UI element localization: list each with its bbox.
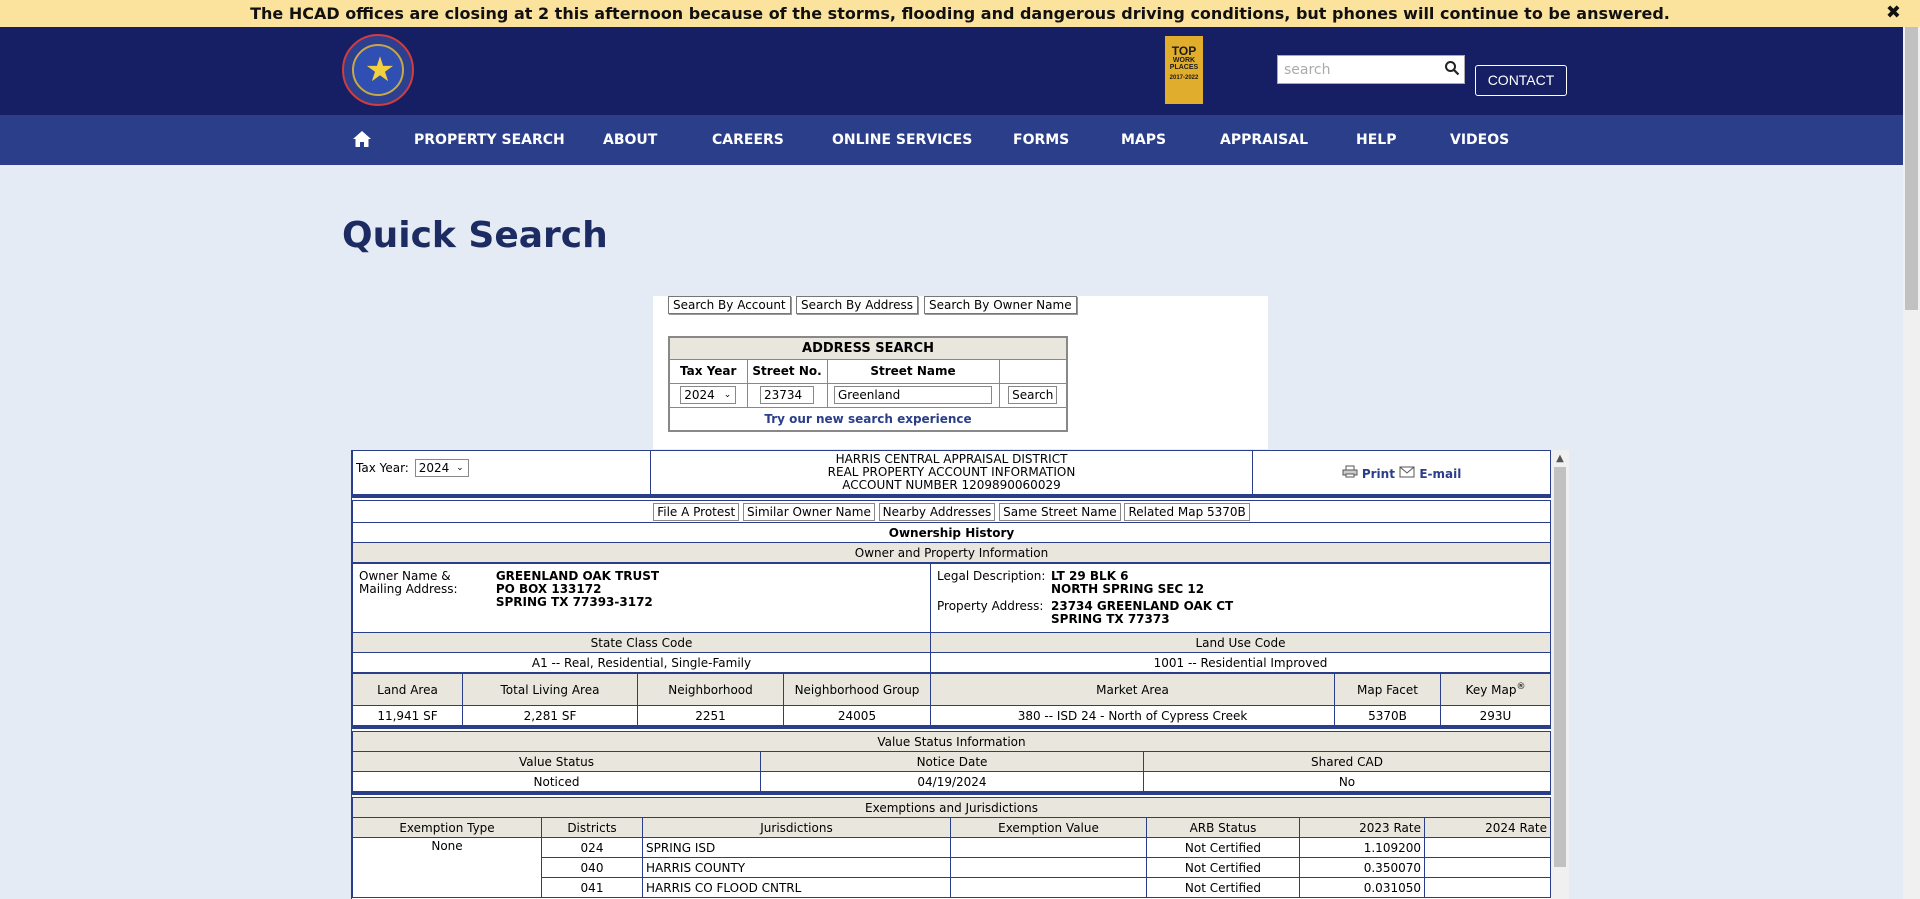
- nav-appraisal[interactable]: APPRAISAL: [1220, 132, 1309, 148]
- search-icon[interactable]: [1444, 60, 1460, 76]
- owner-po-box: PO BOX 133172: [495, 582, 602, 596]
- alert-banner: [0, 0, 1920, 27]
- alert-text: The HCAD offices are closing at 2 this afternoon because of the storms, flooding and dangerous driving conditions, but phones will continue to be answered.: [250, 4, 1670, 23]
- col-neighborhood[interactable]: Neighborhood: [638, 674, 784, 706]
- new-search-link[interactable]: Try our new search experience: [764, 411, 972, 426]
- col-notice-date: Notice Date: [761, 752, 1144, 772]
- district-code: 041: [542, 878, 643, 898]
- actions-cell: [353, 501, 1551, 523]
- jurisdiction-link[interactable]: SPRING ISD: [643, 838, 951, 858]
- report-title-cell: [651, 451, 1253, 495]
- legal-cell: [931, 564, 1551, 633]
- key-map-value: 293U: [1441, 706, 1551, 726]
- area-table: [352, 673, 1551, 726]
- nav-help[interactable]: HELP: [1356, 132, 1397, 148]
- report-scroll-thumb[interactable]: [1554, 467, 1566, 867]
- map-facet-link[interactable]: 5370B: [1335, 706, 1441, 726]
- owner-name: GREENLAND OAK TRUST: [495, 569, 660, 583]
- state-class-header[interactable]: State Class Code: [353, 633, 931, 653]
- col-jurisdictions[interactable]: Jurisdictions: [643, 818, 951, 838]
- legal-label: Legal Description:: [937, 569, 1046, 583]
- file-protest-button[interactable]: File A Protest: [653, 503, 739, 521]
- street-no-input[interactable]: 23734: [760, 386, 814, 404]
- jurisdiction-link[interactable]: HARRIS CO FLOOD CNTRL: [643, 878, 951, 898]
- main-nav: [0, 115, 1903, 165]
- account-report-frame: [351, 450, 1551, 899]
- property-address-line-2: SPRING TX 77373: [1051, 612, 1170, 626]
- col-land-area: Land Area: [353, 674, 463, 706]
- district-code: 024: [542, 838, 643, 858]
- search-by-address-button[interactable]: Search By Address: [796, 296, 918, 314]
- nav-about[interactable]: ABOUT: [603, 132, 658, 148]
- scroll-up-icon[interactable]: ▲: [1556, 453, 1564, 464]
- tax-year-cell: [669, 383, 747, 407]
- chevron-down-icon: ⌄: [456, 463, 464, 473]
- exemptions-section-header: Exemptions and Jurisdictions: [353, 798, 1551, 818]
- col-arb-status[interactable]: ARB Status: [1147, 818, 1300, 838]
- badge-line-2: WORK PLACES: [1169, 57, 1199, 71]
- legal-description: [1051, 570, 1204, 596]
- col-key-map[interactable]: [1441, 674, 1551, 706]
- market-area-value: 380 -- ISD 24 - North of Cypress Creek: [931, 706, 1335, 726]
- neighborhood-group-value: 24005: [784, 706, 931, 726]
- exemption-value: [951, 878, 1147, 898]
- print-label: Print: [1361, 466, 1395, 481]
- arb-status-link[interactable]: Not Certified: [1147, 858, 1300, 878]
- email-link[interactable]: [1399, 467, 1461, 481]
- try-link-cell: [669, 407, 1067, 431]
- page-scrollbar[interactable]: [1903, 27, 1920, 899]
- value-status-section-header: Value Status Information: [353, 732, 1551, 752]
- property-address-label: Property Address:: [937, 599, 1044, 613]
- registered-mark: ®: [1516, 682, 1526, 692]
- account-number: ACCOUNT NUMBER 1209890060029: [842, 478, 1061, 492]
- search-cell: [999, 383, 1067, 407]
- logo-seal: [352, 44, 404, 96]
- state-class-value: A1 -- Real, Residential, Single-Family: [353, 653, 931, 673]
- envelope-icon: [1399, 465, 1415, 478]
- street-no-cell: [747, 383, 827, 407]
- owner-label-line-2: Mailing Address:: [359, 582, 458, 596]
- owner-cell: [353, 564, 931, 633]
- nav-property-search[interactable]: PROPERTY SEARCH: [414, 132, 565, 148]
- report-header-table: [352, 450, 1551, 495]
- exemptions-table: [352, 797, 1551, 898]
- jurisdiction-link[interactable]: HARRIS COUNTY: [643, 858, 951, 878]
- site-search: [1277, 55, 1465, 84]
- nav-videos[interactable]: VIDEOS: [1450, 132, 1510, 148]
- shared-cad-value: No: [1144, 772, 1551, 792]
- owner-city: SPRING TX 77393-3172: [495, 595, 653, 609]
- nav-forms[interactable]: FORMS: [1013, 132, 1070, 148]
- land-area-value: 11,941 SF: [353, 706, 463, 726]
- neighborhood-value: 2251: [638, 706, 784, 726]
- table-row: [353, 838, 1551, 858]
- notice-date-value: 04/19/2024: [761, 772, 1144, 792]
- search-by-account-button[interactable]: Search By Account: [668, 296, 791, 314]
- email-label: E-mail: [1419, 466, 1462, 481]
- contact-button[interactable]: CONTACT: [1475, 65, 1567, 96]
- col-street-name: Street Name: [827, 359, 999, 383]
- top-workplaces-badge: [1165, 36, 1203, 104]
- legal-line-1: LT 29 BLK 6: [1051, 569, 1129, 583]
- rate-2024: [1425, 838, 1551, 858]
- arb-status-link[interactable]: Not Certified: [1147, 878, 1300, 898]
- ownership-history-link[interactable]: Ownership History: [353, 523, 1551, 543]
- badge-line-1: TOP: [1171, 44, 1197, 58]
- col-value-status: Value Status: [353, 752, 761, 772]
- col-street-no: Street No.: [747, 359, 827, 383]
- quick-search-panel: [653, 296, 1268, 449]
- address-search-button[interactable]: Search: [1008, 386, 1057, 404]
- badge-line-3: 2017-2022: [1169, 75, 1199, 81]
- report-scrollbar[interactable]: [1551, 450, 1569, 899]
- owner-address: [496, 570, 659, 609]
- rate-2023: 0.031050: [1300, 878, 1425, 898]
- hcad-logo[interactable]: [342, 34, 414, 106]
- col-living-area: Total Living Area: [463, 674, 638, 706]
- exemption-value: [951, 838, 1147, 858]
- col-neighborhood-group: Neighborhood Group: [784, 674, 931, 706]
- col-districts: Districts: [542, 818, 643, 838]
- property-address-line-1: 23734 GREENLAND OAK CT: [1051, 599, 1234, 613]
- rate-2024: [1425, 878, 1551, 898]
- col-2024-rate: 2024 Rate: [1425, 818, 1551, 838]
- col-2023-rate: 2023 Rate: [1300, 818, 1425, 838]
- col-empty: [999, 359, 1067, 383]
- address-search-title: ADDRESS SEARCH: [669, 337, 1067, 359]
- site-header: [0, 27, 1903, 115]
- address-search-table: [668, 336, 1068, 432]
- owner-label-line-1: Owner Name &: [359, 569, 451, 583]
- exemption-type-value: None: [353, 838, 542, 898]
- printer-icon: [1342, 465, 1358, 478]
- close-icon[interactable]: ✖: [1885, 2, 1901, 23]
- rate-2023: 1.109200: [1300, 838, 1425, 858]
- star-icon: ★: [364, 50, 396, 90]
- district-name: HARRIS CENTRAL APPRAISAL DISTRICT: [835, 452, 1068, 466]
- same-street-button[interactable]: Same Street Name: [999, 503, 1121, 521]
- report-tax-year-label: Tax Year:: [356, 461, 409, 475]
- owner-label: [359, 570, 492, 596]
- col-exemption-type: Exemption Type: [353, 818, 542, 838]
- property-address: [1051, 600, 1233, 626]
- print-link[interactable]: [1342, 467, 1399, 481]
- nearby-addresses-button[interactable]: Nearby Addresses: [879, 503, 996, 521]
- legal-line-2: NORTH SPRING SEC 12: [1051, 582, 1205, 596]
- page-title: Quick Search: [342, 215, 608, 256]
- report-title: REAL PROPERTY ACCOUNT INFORMATION: [827, 465, 1076, 479]
- actions-table: [352, 500, 1551, 563]
- value-status-value: Noticed: [353, 772, 761, 792]
- land-use-header[interactable]: Land Use Code: [931, 633, 1551, 653]
- similar-owner-button[interactable]: Similar Owner Name: [743, 503, 875, 521]
- exemption-value: [951, 858, 1147, 878]
- street-name-cell: [827, 383, 999, 407]
- living-area-value: 2,281 SF: [463, 706, 638, 726]
- land-use-value: 1001 -- Residential Improved: [931, 653, 1551, 673]
- street-name-input[interactable]: Greenland: [834, 386, 992, 404]
- tax-year-value: 2024: [684, 388, 715, 402]
- nav-maps[interactable]: MAPS: [1121, 132, 1167, 148]
- rate-2023: 0.350070: [1300, 858, 1425, 878]
- print-email-cell: [1253, 451, 1551, 495]
- district-code: 040: [542, 858, 643, 878]
- report-tax-year-select[interactable]: [415, 459, 469, 477]
- chevron-down-icon: ⌄: [723, 390, 732, 400]
- nav-careers[interactable]: CAREERS: [712, 132, 784, 148]
- search-input[interactable]: [1278, 56, 1438, 83]
- related-map-button[interactable]: Related Map 5370B: [1124, 503, 1249, 521]
- col-tax-year: Tax Year: [669, 359, 747, 383]
- report-tax-year-value: 2024: [418, 461, 450, 475]
- home-icon[interactable]: [352, 129, 372, 149]
- page-scroll-thumb[interactable]: [1905, 27, 1918, 310]
- report-tax-year-cell: [353, 451, 651, 495]
- tax-year-select[interactable]: [680, 386, 736, 404]
- owner-table: [352, 563, 1551, 673]
- col-map-facet: Map Facet: [1335, 674, 1441, 706]
- col-shared-cad: Shared CAD: [1144, 752, 1551, 772]
- owner-section-header: Owner and Property Information: [353, 543, 1551, 563]
- value-status-table: [352, 731, 1551, 792]
- key-map-label: Key Map: [1465, 683, 1517, 697]
- nav-online-services[interactable]: ONLINE SERVICES: [832, 132, 973, 148]
- arb-status-link[interactable]: Not Certified: [1147, 838, 1300, 858]
- search-by-owner-button[interactable]: Search By Owner Name: [924, 296, 1077, 314]
- col-exemption-value: Exemption Value: [951, 818, 1147, 838]
- col-market-area: Market Area: [931, 674, 1335, 706]
- rate-2024: [1425, 858, 1551, 878]
